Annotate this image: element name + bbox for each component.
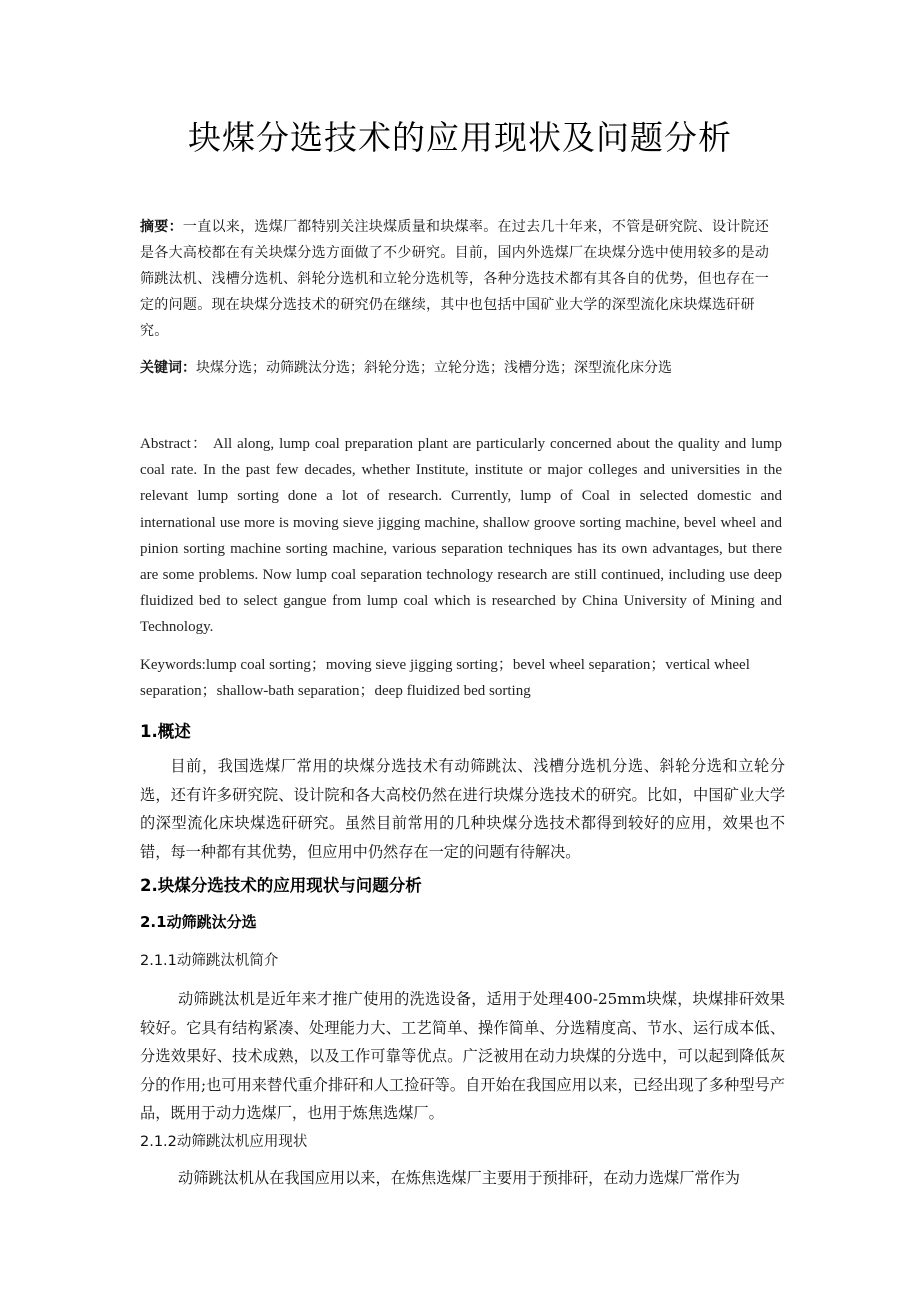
section-2-1-1-paragraph: 动筛跳汰机是近年来才推广使用的洗选设备，适用于处理400-25mm块煤，块煤排矸效果较好。它具有结构紧凑、处理能力大、工艺简单、操作简单、分选精度高、节水、运行成本低、分选效果好、技术成熟，以及工作可靠等优点。广泛被用在动力块煤的分选中，可以起到降低灰分的作用;也可用来替代重介排矸和人工捡矸等。自开始在我国应用以来，已经出现了多种型号产品，既用于动力选煤厂，也用于炼焦选煤厂。	[140, 990, 785, 1122]
keywords-cn	[140, 355, 782, 381]
section-2-1-2-paragraph: 动筛跳汰机从在我国应用以来，在炼焦选煤厂主要用于预排矸，在动力选煤厂常作为	[178, 1169, 740, 1187]
abstract-en-label: Abstract：	[140, 436, 209, 452]
abstract-en-text: All along, lump coal preparation plant are particularly concerned about the quality and lump coal rate. In the past few decades, whether Institute, institute or major colleges and universities in the relevant lump sorting done a lot of research. Currently, lump of Coal in selected domestic and international use more is moving sieve jigging machine, shallow groove sorting machine, bevel wheel and pinion sorting machine sorting machine, various separation techniques has its own advantages, but there are some problems. Now lump coal separation technology research are still continued, including use deep fluidized bed to select gangue from lump coal which is researched by China University of Mining and Technology.	[140, 436, 782, 636]
keywords-en-text: lump coal sorting；moving sieve jigging sorting；bevel wheel separation；vertical wheel separation；shallow-bath separation；deep fluidized bed sorting	[140, 657, 750, 699]
abstract-cn-text: 一直以来，选煤厂都特别关注块煤质量和块煤率。在过去几十年来，不管是研究院、设计院还是各大高校都在有关块煤分选方面做了不少研究。目前，国内外选煤厂在块煤分选中使用较多的是动筛跳汰机、浅槽分选机、斜轮分选机和立轮分选机等，各种分选技术都有其各自的优势，但也存在一定的问题。现在块煤分选技术的研究仍在继续，其中也包括中国矿业大学的深型流化床块煤选矸研究。	[140, 219, 770, 339]
keywords-en	[140, 652, 782, 704]
keywords-en-label: Keywords:	[140, 657, 206, 673]
section-2-1-2-heading: 2.1.2动筛跳汰机应用现状	[140, 1134, 308, 1150]
section-2-heading: 2.块煤分选技术的应用现状与问题分析	[140, 876, 422, 895]
paper-title: 块煤分选技术的应用现状及问题分析	[188, 118, 732, 157]
keywords-cn-label: 关键词：	[140, 360, 196, 376]
abstract-en	[140, 431, 782, 641]
keywords-cn-text: 块煤分选；动筛跳汰分选；斜轮分选；立轮分选；浅槽分选；深型流化床分选	[196, 360, 672, 376]
section-1-paragraph: 目前，我国选煤厂常用的块煤分选技术有动筛跳汰、浅槽分选机分选、斜轮分选和立轮分选，还有许多研究院、设计院和各大高校仍然在进行块煤分选技术的研究。比如，中国矿业大学的深型流化床块煤选矸研究。虽然目前常用的几种块煤分选技术都得到较好的应用，效果也不错，每一种都有其优势，但应用中仍然存在一定的问题有待解决。	[140, 757, 785, 861]
section-2-1-1-heading: 2.1.1动筛跳汰机简介	[140, 953, 279, 969]
abstract-cn	[140, 214, 782, 344]
section-2-1-heading: 2.1动筛跳汰分选	[140, 913, 257, 931]
abstract-cn-label: 摘要：	[140, 219, 183, 235]
section-1-heading: 1.概述	[140, 722, 191, 741]
